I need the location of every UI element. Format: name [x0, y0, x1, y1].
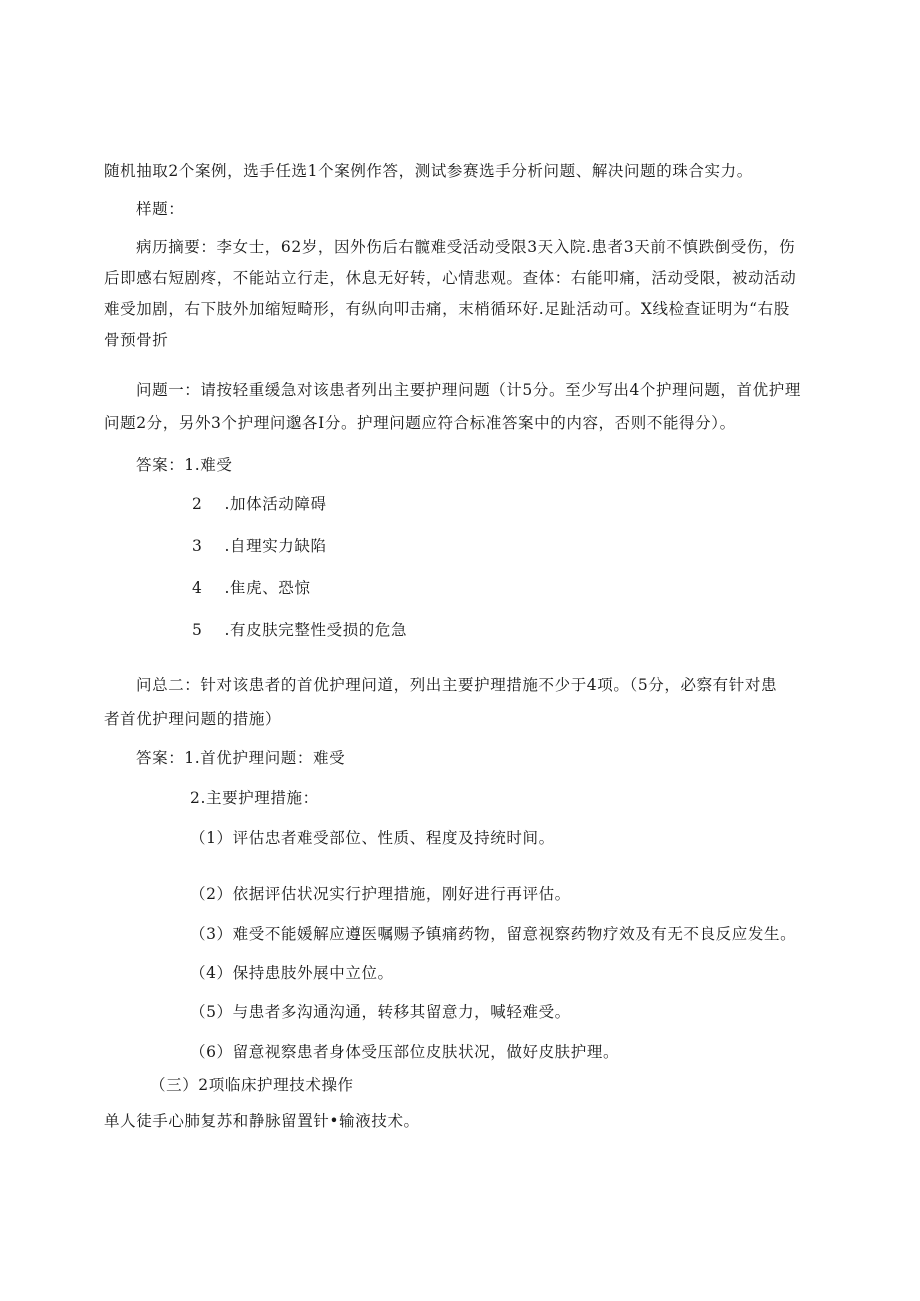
question1-answer-item [192, 494, 327, 514]
section3-heading: （三）2项临床护理技术操作 [150, 1076, 354, 1094]
measure-item: （5）与患者多沟通沟通，转移其留意力，喊轻难受。 [190, 1003, 571, 1021]
measure-item: （6）留意视察患者身体受压部位皮肤状况，做好皮肤护理。 [190, 1043, 620, 1061]
question1-answer-item [192, 536, 327, 556]
measure-item: （1）评估忠者难受部位、性质、程度及持统时间。 [190, 829, 555, 847]
sample-label: 样题： [136, 200, 185, 218]
question2-line-2: 者首优护理问题的措施） [104, 710, 282, 728]
question1-line-2: 问题2分，另外3个护理问邈各I分。护理问题应符合标准答案中的内容，否则不能得分）。 [104, 414, 736, 432]
answer-item-text: .自理实力缺陷 [224, 537, 327, 555]
case-summary-line-4: 骨预骨折 [104, 331, 169, 349]
question2-answer-label: 答案：1.首优护理问题：难受 [136, 749, 346, 767]
measure-item: （4）保持患肢外展中立位。 [190, 964, 394, 982]
answer-item-text: .有皮肤完整性受损的危急 [224, 621, 408, 639]
answer-item-number: 4 [192, 579, 203, 597]
answer-item-text: .加体活动障碍 [224, 495, 327, 513]
question2-line-1: 问总二：针对该患者的首优护理问道，列出主要护理措施不少于4项。（5分，必察有针对患 [136, 676, 778, 694]
case-summary-line-1: 病历摘要：李女士，62岁，因外伤后右髋难受活动受限3天入院.患者3天前不慎跌倒受伤，伤 [136, 238, 796, 256]
answer-item-number: 2 [192, 495, 203, 513]
answer-item-number: 3 [192, 537, 203, 555]
measures-label: 2.主要护理措施： [190, 789, 319, 807]
question1-answer-item [192, 620, 407, 640]
case-summary-line-2: 后即感右短剧疼，不能站立行走，休息无好转，心情悲观。查体：右能叩痛，活动受限，被动活动 [104, 269, 797, 287]
section3-content: 单人徒手心肺复苏和静脉留置针•输液技术。 [104, 1112, 420, 1130]
answer-item-text: .隹虎、恐惊 [224, 579, 311, 597]
measure-item: （2）依据评估状况实行护理措施，刚好进行再评估。 [190, 885, 571, 903]
question1-answer-item [192, 578, 311, 598]
answer-item-number: 5 [192, 621, 203, 639]
question1-line-1: 问题一：请按轻重缓急对该患者列出主要护理问题（计5分。至少写出4个护理问题，首优护理 [136, 381, 801, 399]
intro-paragraph: 随机抽取2个案例，选手任选1个案例作答，测试参赛选手分析问题、解决问题的珠合实力。 [104, 162, 753, 180]
measure-item: （3）难受不能媛解应遵医嘱赐予镇痛药物，留意视察药物疗效及有无不良反应发生。 [190, 925, 797, 943]
question1-answer-label: 答案：1.难受 [136, 456, 233, 474]
case-summary-line-3: 难受加剧，右下肢外加缩短畸形，有纵向叩击痛，末梢循环好.足趾活动可。X线检查证明为“右股 [104, 300, 790, 318]
